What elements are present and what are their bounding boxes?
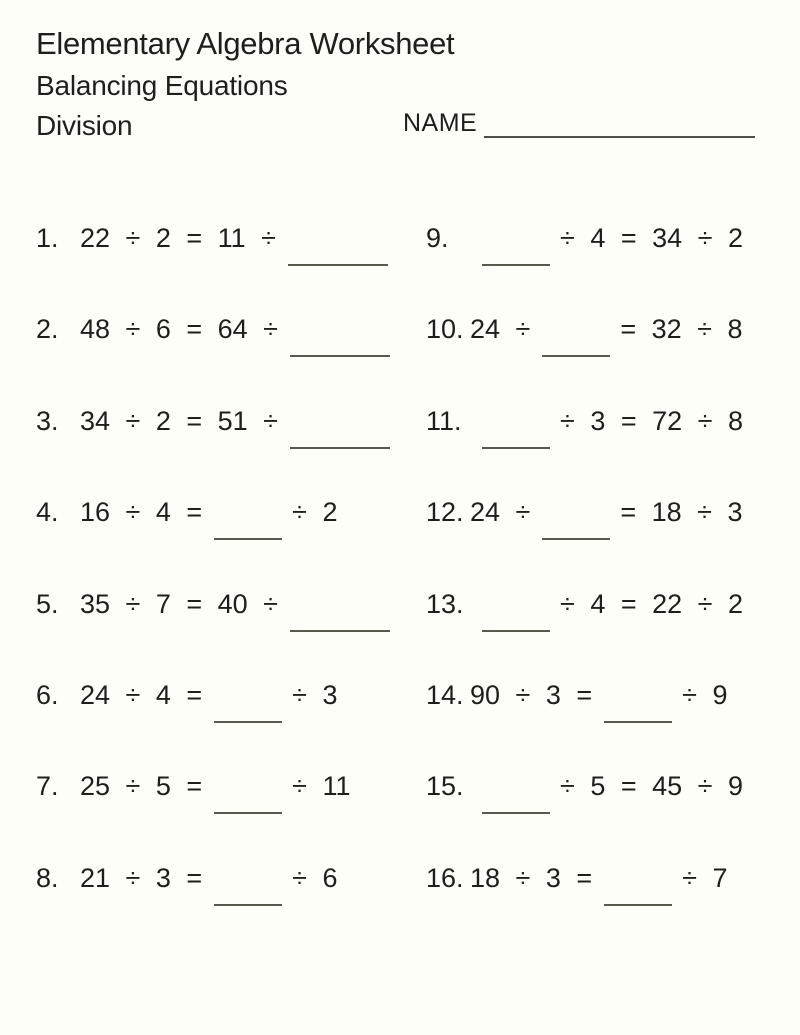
equation-before: 34 ÷ 2 = 51 ÷ bbox=[80, 405, 278, 436]
equation-before: 24 ÷ 4 = bbox=[80, 679, 203, 710]
answer-blank[interactable] bbox=[542, 538, 610, 540]
problem-number: 2. bbox=[36, 314, 59, 345]
answer-blank[interactable] bbox=[290, 630, 390, 632]
equation-before: 35 ÷ 7 = 40 ÷ bbox=[80, 588, 278, 619]
problem-number: 1. bbox=[36, 223, 59, 253]
problem-number: 13. bbox=[426, 588, 464, 619]
equation-after: ÷ 4 = 22 ÷ 2 bbox=[560, 588, 743, 619]
answer-blank[interactable] bbox=[542, 355, 610, 357]
problem-number: 16. bbox=[426, 862, 464, 893]
answer-blank[interactable] bbox=[604, 721, 672, 723]
equation-before: 25 ÷ 5 = bbox=[80, 771, 203, 802]
equation-before: 22 ÷ 2 = 11 ÷ bbox=[80, 223, 276, 253]
equation-before: 90 ÷ 3 = bbox=[470, 679, 593, 710]
answer-blank[interactable] bbox=[214, 538, 282, 540]
problem-11 bbox=[426, 405, 770, 496]
equation-before: 48 ÷ 6 = 64 ÷ bbox=[80, 314, 278, 345]
problem-10 bbox=[426, 313, 770, 404]
answer-blank[interactable] bbox=[290, 355, 390, 357]
problem-16 bbox=[426, 862, 770, 953]
answer-blank[interactable] bbox=[214, 812, 282, 814]
problem-2 bbox=[36, 313, 400, 404]
problem-number: 10. bbox=[426, 314, 464, 345]
equation-before: 24 ÷ bbox=[470, 497, 531, 528]
problem-13 bbox=[426, 588, 770, 679]
equation-after: = 18 ÷ 3 bbox=[620, 497, 743, 528]
problem-number: 9. bbox=[426, 223, 449, 253]
problem-number: 7. bbox=[36, 771, 59, 802]
equation-before: 21 ÷ 3 = bbox=[80, 862, 203, 893]
problem-3 bbox=[36, 405, 400, 496]
problems-grid bbox=[36, 222, 770, 953]
problem-14 bbox=[426, 679, 770, 770]
problem-number: 6. bbox=[36, 679, 59, 710]
problem-15 bbox=[426, 770, 770, 861]
problem-number: 15. bbox=[426, 771, 464, 802]
equation-before: 16 ÷ 4 = bbox=[80, 497, 203, 528]
answer-blank[interactable] bbox=[482, 630, 550, 632]
name-field bbox=[403, 108, 755, 138]
problem-9 bbox=[426, 222, 770, 313]
equation-after: ÷ 5 = 45 ÷ 9 bbox=[560, 771, 743, 802]
answer-blank[interactable] bbox=[288, 264, 388, 266]
equation-after: ÷ 4 = 34 ÷ 2 bbox=[560, 223, 743, 253]
answer-blank[interactable] bbox=[214, 904, 282, 906]
problem-7 bbox=[36, 770, 400, 861]
problem-12 bbox=[426, 496, 770, 587]
problem-6 bbox=[36, 679, 400, 770]
equation-after: ÷ 7 bbox=[682, 862, 728, 893]
name-label: NAME bbox=[403, 109, 478, 137]
problem-number: 4. bbox=[36, 497, 59, 528]
problem-5 bbox=[36, 588, 400, 679]
equation-after: ÷ 6 bbox=[292, 862, 338, 893]
equation-after: ÷ 11 bbox=[292, 771, 351, 802]
answer-blank[interactable] bbox=[482, 447, 550, 449]
answer-blank[interactable] bbox=[290, 447, 390, 449]
problem-number: 5. bbox=[36, 588, 59, 619]
worksheet-title: Elementary Algebra Worksheet bbox=[36, 26, 455, 61]
answer-blank[interactable] bbox=[214, 721, 282, 723]
problem-8 bbox=[36, 862, 400, 953]
problem-number: 3. bbox=[36, 405, 59, 436]
problem-number: 12. bbox=[426, 497, 464, 528]
answer-blank[interactable] bbox=[482, 812, 550, 814]
answer-blank[interactable] bbox=[482, 264, 550, 266]
answer-blank[interactable] bbox=[604, 904, 672, 906]
equation-after: ÷ 3 bbox=[292, 679, 338, 710]
worksheet-topic: Division bbox=[36, 110, 133, 141]
problem-1 bbox=[36, 222, 400, 313]
equation-before: 24 ÷ bbox=[470, 314, 531, 345]
problem-number: 14. bbox=[426, 679, 464, 710]
equation-after: ÷ 3 = 72 ÷ 8 bbox=[560, 405, 743, 436]
name-input-line[interactable] bbox=[484, 108, 755, 138]
equation-after: = 32 ÷ 8 bbox=[620, 314, 743, 345]
problem-number: 8. bbox=[36, 862, 59, 893]
problem-4 bbox=[36, 496, 400, 587]
problem-number: 11. bbox=[426, 405, 462, 436]
equation-before: 18 ÷ 3 = bbox=[470, 862, 593, 893]
worksheet-subtitle: Balancing Equations bbox=[36, 70, 288, 101]
equation-after: ÷ 2 bbox=[292, 497, 338, 528]
equation-after: ÷ 9 bbox=[682, 679, 728, 710]
